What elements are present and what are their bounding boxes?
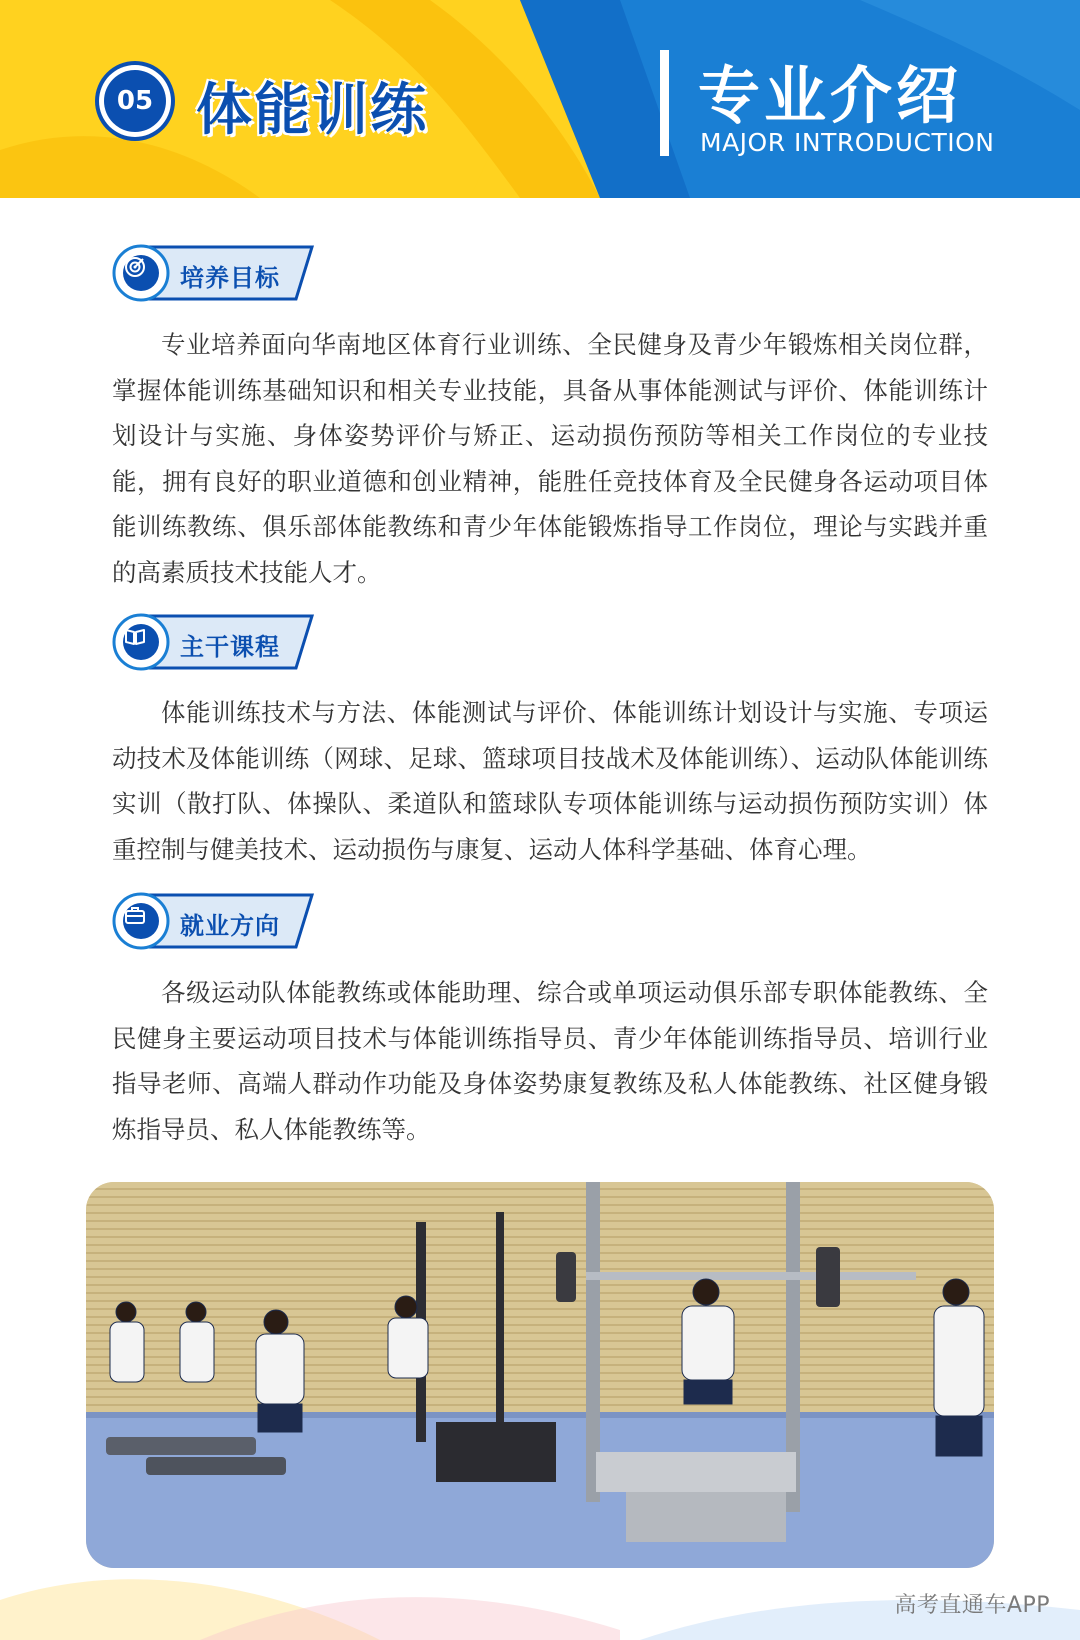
section-title: 就业方向 (180, 912, 280, 940)
gym-training-photo (86, 1182, 994, 1568)
section-text-courses: 体能训练技术与方法、体能测试与评价、体能训练计划设计与实施、专项运动技术及体能训练（网球、足球、篮球项目技战术及体能训练）、运动队体能训练实训（散打队、体操队、柔道队和篮球队专项体能训练与运动损伤预防实训）体重控制与健美技术、运动损伤与康复、运动人体科学基础、体育心理。 (112, 698, 988, 864)
watermark: 高考直通车APP (894, 1593, 1050, 1618)
target-icon (123, 255, 159, 291)
section-text-goal: 专业培养面向华南地区体育行业训练、全民健身及青少年锻炼相关岗位群，掌握体能训练基础知识和相关专业技能，具备从事体能测试与评价、体能训练计划设计与实施、身体姿势评价与矫正、运动损伤预防等相关工作岗位的专业技能，拥有良好的职业道德和创业精神，能胜任竞技体育及全民健身各运动项目体能训练教练、俱乐部体能教练和青少年体能锻炼指导工作岗位，理论与实践并重的高素质技术技能人才。 (112, 330, 988, 587)
section-number-badge: 05 (104, 70, 166, 132)
section-title: 培养目标 (180, 264, 280, 292)
intro-title-cn: 专业介绍 (698, 59, 963, 132)
section-heading-career (110, 891, 320, 953)
section-text-career: 各级运动队体能教练或体能助理、综合或单项运动俱乐部专职体能教练、全民健身主要运动项目技术与体能训练指导员、青少年体能训练指导员、培训行业指导老师、高端人群动作功能及身体姿势康复教练及私人体能教练、社区健身锻炼指导员、私人体能教练等。 (112, 978, 988, 1144)
title-divider (660, 50, 669, 156)
page-header (0, 0, 1080, 198)
section-heading-courses (110, 612, 320, 674)
book-icon (123, 624, 159, 660)
intro-title-en: MAJOR INTRODUCTION (700, 128, 995, 157)
major-title: 体能训练 (196, 78, 428, 143)
briefcase-icon (123, 903, 159, 939)
section-heading-goal (110, 243, 320, 305)
section-title: 主干课程 (180, 633, 280, 661)
